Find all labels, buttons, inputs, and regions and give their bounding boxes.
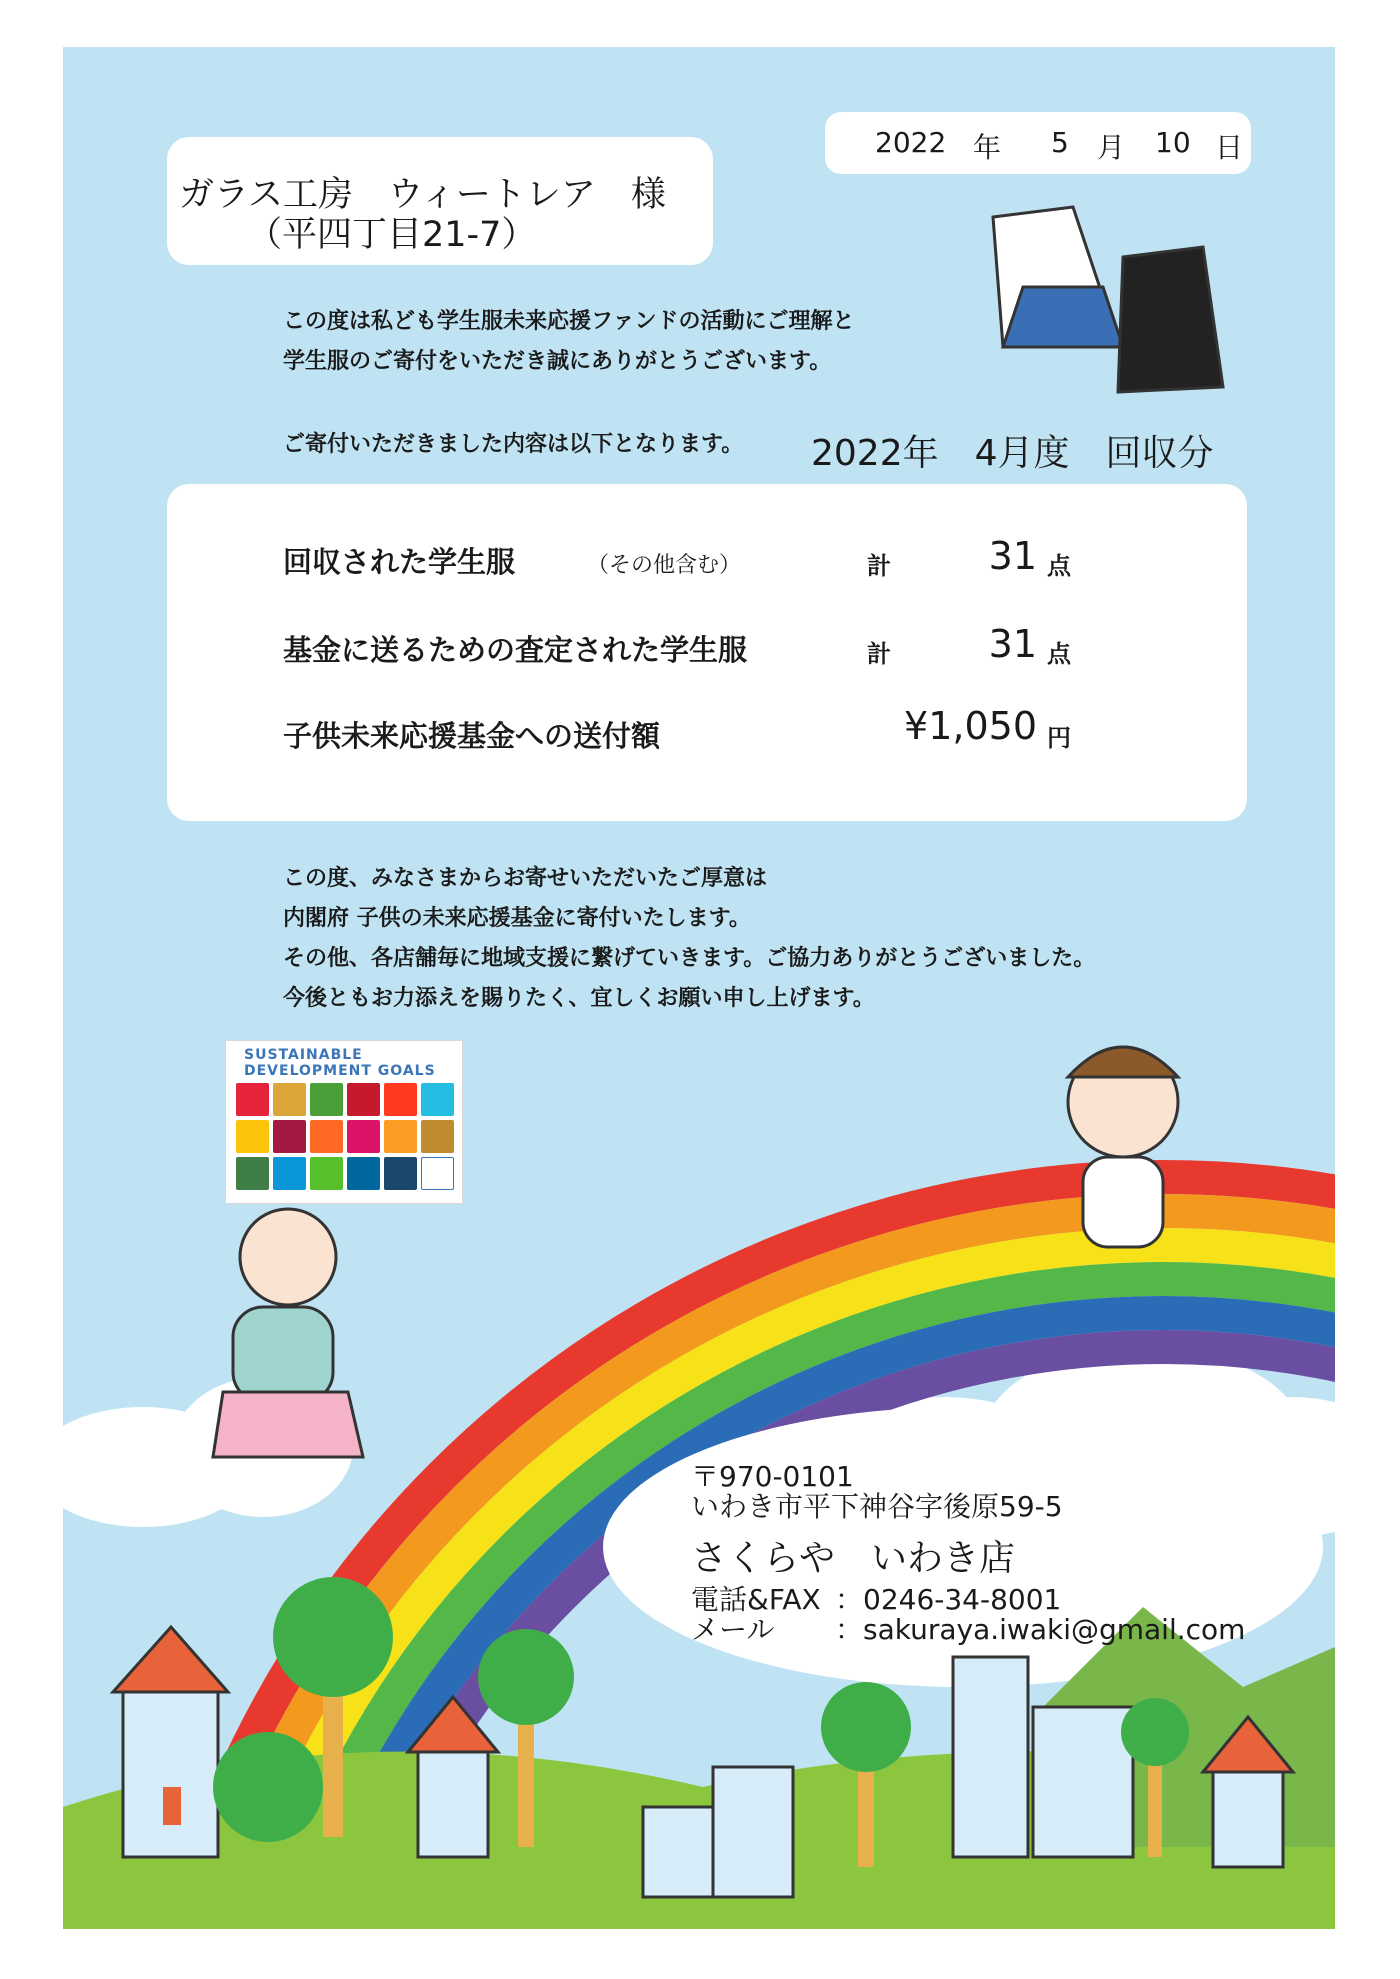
row-amount-unit: 円 (1047, 724, 1071, 752)
intro-line-1: この度は私ども学生服未来応援ファンドの活動にご理解と (283, 309, 855, 334)
date-month-unit: 月 (1097, 131, 1126, 164)
row-amount-label: 子供未来応援基金への送付額 (283, 719, 661, 753)
date-day: 10 (1155, 126, 1191, 159)
footer-mail-label: メール (691, 1613, 775, 1646)
row-collected-prefix: 計 (867, 552, 891, 580)
sdg-goal-tile (421, 1083, 454, 1116)
sdg-goal-tile (384, 1157, 417, 1190)
contents-lead: ご寄付いただきました内容は以下となります。 (283, 432, 744, 457)
row-assessed-prefix: 計 (867, 640, 891, 668)
row-collected-value: 31 (988, 534, 1037, 578)
footer-shop-name: さくらや いわき店 (691, 1538, 1016, 1579)
footer-mail: ：sakuraya.iwaki@gmail.com (835, 1613, 1246, 1646)
sdg-logo (225, 1040, 463, 1204)
sdg-goal-tile (273, 1083, 306, 1116)
sdg-goal-tile (310, 1083, 343, 1116)
closing-line-3: その他、各店舗毎に地域支援に繋げていきます。ご協力ありがとうございました。 (283, 946, 1096, 971)
sdg-goal-tile (236, 1083, 269, 1116)
row-collected-note: （その他含む） (587, 553, 742, 578)
sdg-goal-tile (236, 1120, 269, 1153)
sdg-goal-tile (310, 1120, 343, 1153)
footer-address: いわき市平下神谷字後原59-5 (691, 1490, 1063, 1523)
sdg-goal-tile (384, 1120, 417, 1153)
sdg-goal-tile (347, 1120, 380, 1153)
uniform-illustration (993, 207, 1223, 392)
sdg-tile-grid (236, 1083, 454, 1190)
row-assessed-label: 基金に送るための査定された学生服 (283, 633, 748, 667)
girl-illustration (213, 1209, 363, 1457)
row-collected-label: 回収された学生服 (283, 545, 516, 579)
date-year: 2022 (875, 126, 947, 159)
sdg-goal-tile (421, 1157, 454, 1190)
closing-line-1: この度、みなさまからお寄せいただいたご厚意は (283, 866, 768, 891)
sdg-goal-tile (236, 1157, 269, 1190)
sdg-goal-tile (384, 1083, 417, 1116)
footer-phone-label: 電話&FAX (691, 1583, 821, 1616)
sdg-goal-tile (347, 1157, 380, 1190)
date-day-unit: 日 (1215, 131, 1244, 164)
sdg-logo-title: SUSTAINABLE DEVELOPMENT GOALS (244, 1047, 436, 1079)
sdg-goal-tile (310, 1157, 343, 1190)
sdg-goal-tile (347, 1083, 380, 1116)
collection-period: 2022年 4月度 回収分 (811, 433, 1214, 474)
sdg-goal-tile (421, 1120, 454, 1153)
row-amount-value: ¥1,050 (904, 704, 1037, 748)
flyer-page (63, 47, 1335, 1929)
boy-illustration (1068, 1047, 1178, 1247)
intro-line-2: 学生服のご寄付をいただき誠にありがとうございます。 (283, 349, 832, 374)
closing-line-4: 今後ともお力添えを賜りたく、宜しくお願い申し上げます。 (283, 986, 875, 1011)
summary-box (167, 484, 1247, 821)
sdg-goal-tile (273, 1157, 306, 1190)
footer-phone: ：0246-34-8001 (835, 1583, 1062, 1616)
row-assessed-unit: 点 (1047, 640, 1071, 668)
recipient-address: （平四丁目21-7） (247, 215, 537, 255)
footer-postal: 〒970-0101 (691, 1460, 854, 1493)
row-assessed-value: 31 (988, 622, 1037, 666)
recipient-name: ガラス工房 ウィートレア 様 (179, 175, 666, 215)
row-collected-unit: 点 (1047, 552, 1071, 580)
sdg-goal-tile (273, 1120, 306, 1153)
closing-line-2: 内閣府 子供の未来応援基金に寄付いたします。 (283, 906, 751, 931)
date-box (825, 112, 1251, 174)
date-year-unit: 年 (973, 131, 1002, 164)
date-month: 5 (1051, 126, 1069, 159)
recipient-box (167, 137, 713, 265)
